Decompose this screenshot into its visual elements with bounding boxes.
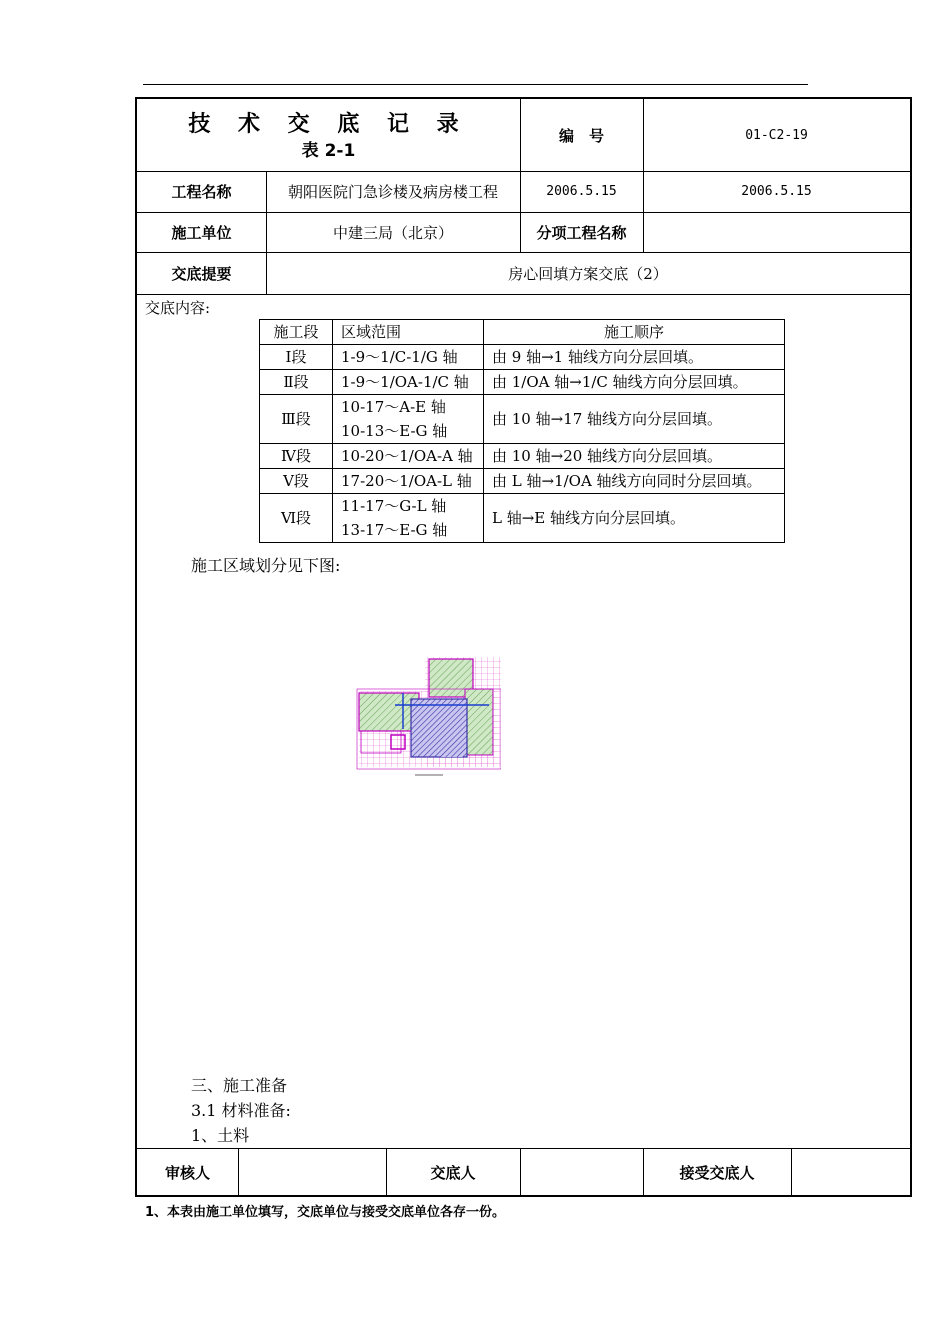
range-cell: 17-20～1/OA-L 轴: [333, 469, 484, 494]
receiver-label: 接受交底人: [679, 1164, 755, 1182]
segment-table: [259, 319, 785, 543]
table-row: [260, 494, 785, 543]
table-row: [260, 395, 785, 444]
summary-label: 交底提要: [171, 264, 232, 283]
order-cell: 由 L 轴→1/OA 轴线方向同时分层回填。: [484, 469, 785, 494]
date-1: 2006.5.15: [546, 184, 617, 199]
date-2: 2006.5.15: [741, 184, 812, 199]
range-line: 13-17～E-G 轴: [341, 521, 448, 539]
order-cell: 由 10 轴→17 轴线方向分层回填。: [484, 395, 785, 444]
range-cell: [333, 395, 484, 444]
table-row: [260, 345, 785, 370]
subitem-value[interactable]: [643, 212, 910, 252]
col-header-range: 区域范围: [333, 320, 484, 345]
receiver-value[interactable]: [791, 1148, 910, 1197]
unit-value: 中建三局（北京）: [332, 223, 453, 242]
seg-cell: Ⅰ段: [260, 345, 333, 370]
range-cell: 10-20～1/OA-A 轴: [333, 444, 484, 469]
order-cell: 由 1/OA 轴→1/C 轴线方向分层回填。: [484, 370, 785, 395]
range-line: 11-17～G-L 轴: [341, 497, 447, 515]
seg-cell: Ⅴ段: [260, 469, 333, 494]
order-cell: L 轴→E 轴线方向分层回填。: [484, 494, 785, 543]
section31-heading: 3.1 材料准备:: [191, 1101, 291, 1120]
form-title: 技 术 交 底 记 录: [188, 112, 469, 137]
seg-cell: Ⅲ段: [260, 395, 333, 444]
table-row: [260, 370, 785, 395]
order-cell: 由 9 轴→1 轴线方向分层回填。: [484, 345, 785, 370]
number-label: 编 号: [558, 126, 604, 145]
section3-heading: 三、施工准备: [191, 1076, 288, 1095]
diagram-caption: 施工区域划分见下图:: [191, 556, 341, 575]
range-line: 10-13～E-G 轴: [341, 422, 448, 440]
project-label: 工程名称: [171, 183, 232, 201]
disclosure-form: [135, 97, 912, 1197]
range-cell: 1-9～1/OA-1/C 轴: [333, 370, 484, 395]
site-plan-drawing: [355, 655, 501, 781]
form-subtitle: 表 2-1: [301, 141, 356, 161]
range-cell: 1-9～1/C-1/G 轴: [333, 345, 484, 370]
top-rule: [143, 84, 808, 85]
col-header-order: 施工顺序: [484, 320, 785, 345]
seg-cell: Ⅳ段: [260, 444, 333, 469]
item1-heading: 1、土料: [191, 1126, 250, 1145]
content-heading: 交底内容:: [145, 299, 211, 317]
number-value: 01-C2-19: [745, 127, 808, 143]
subitem-label: 分项工程名称: [536, 223, 627, 242]
range-line: 10-17～A-E 轴: [341, 398, 446, 416]
summary-value: 房心回填方案交底（2）: [508, 264, 668, 283]
reviewer-label: 审核人: [164, 1164, 210, 1182]
range-cell: [333, 494, 484, 543]
reviewer-value[interactable]: [238, 1148, 386, 1197]
table-row: [260, 444, 785, 469]
presenter-value[interactable]: [520, 1148, 643, 1197]
table-header-row: [260, 320, 785, 345]
project-value: 朝阳医院门急诊楼及病房楼工程: [287, 183, 498, 201]
form-title-block: [137, 107, 520, 161]
table-row: [260, 469, 785, 494]
unit-label: 施工单位: [171, 223, 232, 242]
seg-cell: Ⅵ段: [260, 494, 333, 543]
order-cell: 由 10 轴→20 轴线方向分层回填。: [484, 444, 785, 469]
presenter-label: 交底人: [430, 1164, 476, 1182]
col-header-seg: 施工段: [260, 320, 333, 345]
seg-cell: Ⅱ段: [260, 370, 333, 395]
content-area: [137, 295, 910, 1149]
footnote: 1、本表由施工单位填写，交底单位与接受交底单位各存一份。: [145, 1205, 506, 1220]
